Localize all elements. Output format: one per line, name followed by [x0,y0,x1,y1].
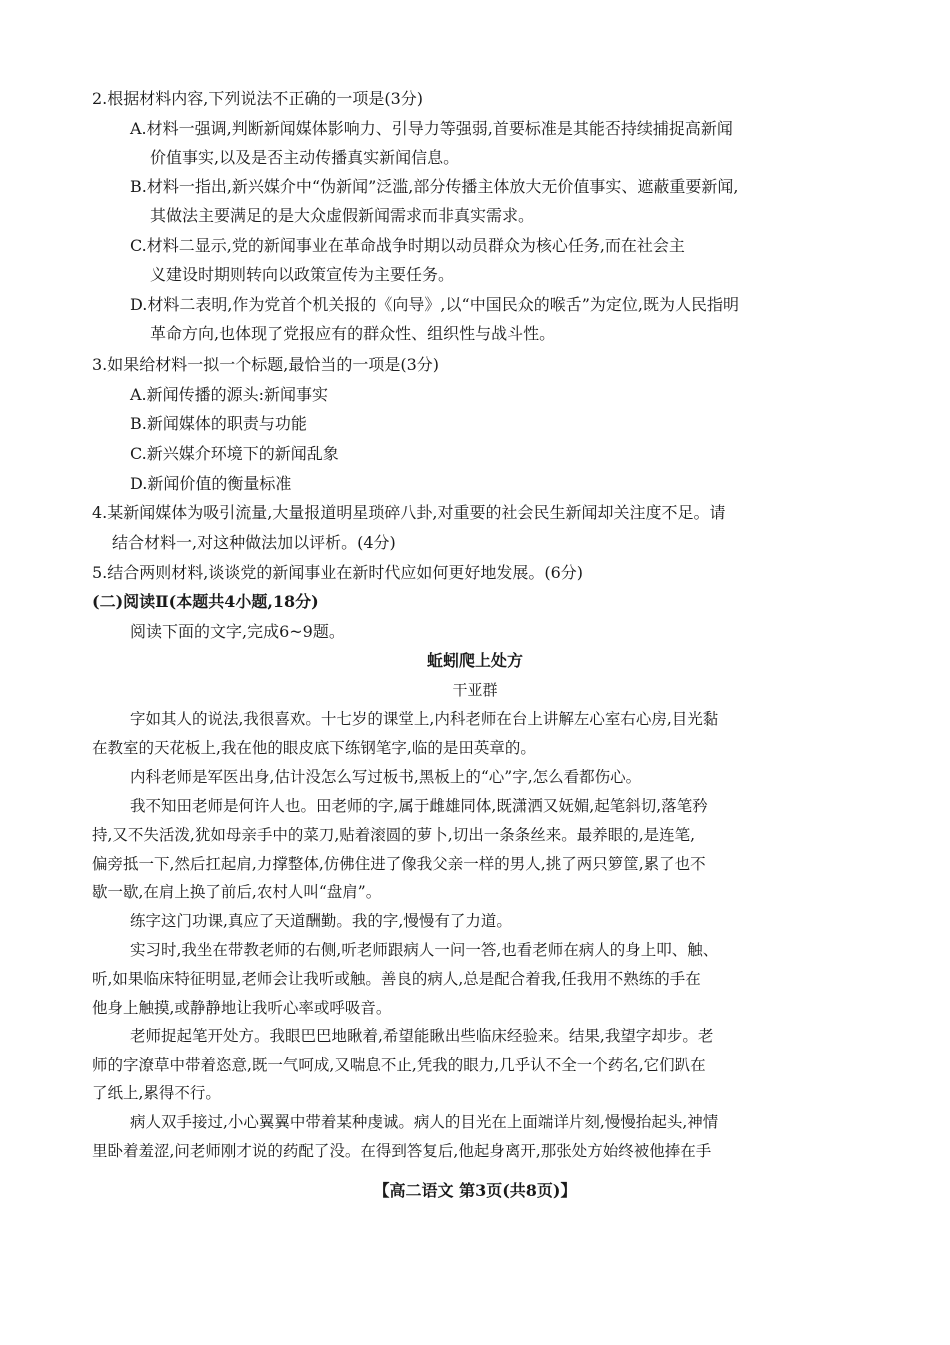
q2-option-c-line2: 义建设时期则转向以政策宣传为主要任务。 [150,265,455,284]
paragraph-3-line3: 偏旁抵一下,然后扛起肩,力撑整体,仿佛住进了像我父亲一样的男人,挑了两只箩筐,累了也不 [92,855,706,873]
section-heading: (二)阅读Ⅱ(本题共4小题,18分) [92,592,319,611]
q2-option-c-line1: C.材料二显示,党的新闻事业在革命战争时期以动员群众为核心任务,而在社会主 [130,236,685,255]
q4-line2: 结合材料一,对这种做法加以评析。(4分) [112,533,396,552]
q2-option-d-line2: 革命方向,也体现了党报应有的群众性、组织性与战斗性。 [150,324,556,343]
paragraph-7-line1: 病人双手接过,小心翼翼中带着某种虔诚。病人的目光在上面端详片刻,慢慢抬起头,神情 [130,1113,719,1131]
q3-option-b: B.新闻媒体的职责与功能 [130,414,307,433]
paragraph-6-line1: 老师捉起笔开处方。我眼巴巴地瞅着,希望能瞅出些临床经验来。结果,我望字却步。老 [130,1027,714,1045]
q2-option-d-line1: D.材料二表明,作为党首个机关报的《向导》,以“中国民众的喉舌”为定位,既为人民指明 [130,295,739,314]
q4-line1: 4.某新闻媒体为吸引流量,大量报道明星琐碎八卦,对重要的社会民生新闻却关注度不足。请 [92,503,726,522]
paragraph-1-line1: 字如其人的说法,我很喜欢。十七岁的课堂上,内科老师在台上讲解左心室右心房,目光黏 [130,710,719,728]
paragraph-3-line4: 歇一歇,在肩上换了前后,农村人叫“盘肩”。 [92,883,382,901]
paragraph-6-line3: 了纸上,累得不行。 [92,1084,221,1102]
paragraph-3-line1: 我不知田老师是何许人也。田老师的字,属于雌雄同体,既潇洒又妩媚,起笔斜切,落笔矜 [130,797,708,815]
q2-option-b-line1: B.材料一指出,新兴媒介中“伪新闻”泛滥,部分传播主体放大无价值事实、遮蔽重要新闻, [130,177,739,196]
section-instruction: 阅读下面的文字,完成6~9题。 [130,622,345,641]
paragraph-5-line2: 听,如果临床特征明显,老师会让我听或触。善良的病人,总是配合着我,任我用不熟练的手在 [92,970,701,988]
page-footer: 【高二语文 第3页(共8页)】 [373,1181,577,1200]
q2-option-b-line2: 其做法主要满足的是大众虚假新闻需求而非真实需求。 [150,206,535,225]
q5-line1: 5.结合两则材料,谈谈党的新闻事业在新时代应如何更好地发展。(6分) [92,563,584,582]
q3-option-c: C.新兴媒介环境下的新闻乱象 [130,444,339,463]
paragraph-7-line2: 里卧着羞涩,问老师刚才说的药配了没。在得到答复后,他起身离开,那张处方始终被他捧在手 [92,1142,712,1160]
article-author: 干亚群 [452,681,498,699]
q2-option-a-line1: A.材料一强调,判断新闻媒体影响力、引导力等强弱,首要标准是其能否持续捕捉高新闻 [130,119,733,138]
paragraph-3-line2: 持,又不失活泼,犹如母亲手中的菜刀,贴着滚圆的萝卜,切出一条条丝来。最养眼的,是连笔, [92,826,696,844]
paragraph-5-line1: 实习时,我坐在带教老师的右侧,听老师跟病人一问一答,也看老师在病人的身上叩、触、 [130,941,719,959]
q3-option-a: A.新闻传播的源头:新闻事实 [130,385,329,404]
paragraph-6-line2: 师的字潦草中带着恣意,既一气呵成,又喘息不止,凭我的眼力,几乎认不全一个药名,它们趴在 [92,1056,706,1074]
paragraph-5-line3: 他身上触摸,或静静地让我听心率或呼吸音。 [92,999,392,1017]
q3-stem: 3.如果给材料一拟一个标题,最恰当的一项是(3分) [92,355,440,374]
q3-option-d: D.新闻价值的衡量标准 [130,474,292,493]
article-title: 蚯蚓爬上处方 [426,651,523,670]
paragraph-1-line2: 在教室的天花板上,我在他的眼皮底下练钢笔字,临的是田英章的。 [92,739,536,757]
blank-margin [0,1255,950,1345]
q2-option-a-line2: 价值事实,以及是否主动传播真实新闻信息。 [150,148,460,167]
paragraph-4-line1: 练字这门功课,真应了天道酬勤。我的字,慢慢有了力道。 [130,912,512,930]
q2-stem: 2.根据材料内容,下列说法不正确的一项是(3分) [92,89,424,108]
paragraph-2-line1: 内科老师是军医出身,估计没怎么写过板书,黑板上的“心”字,怎么看都伤心。 [130,768,642,786]
